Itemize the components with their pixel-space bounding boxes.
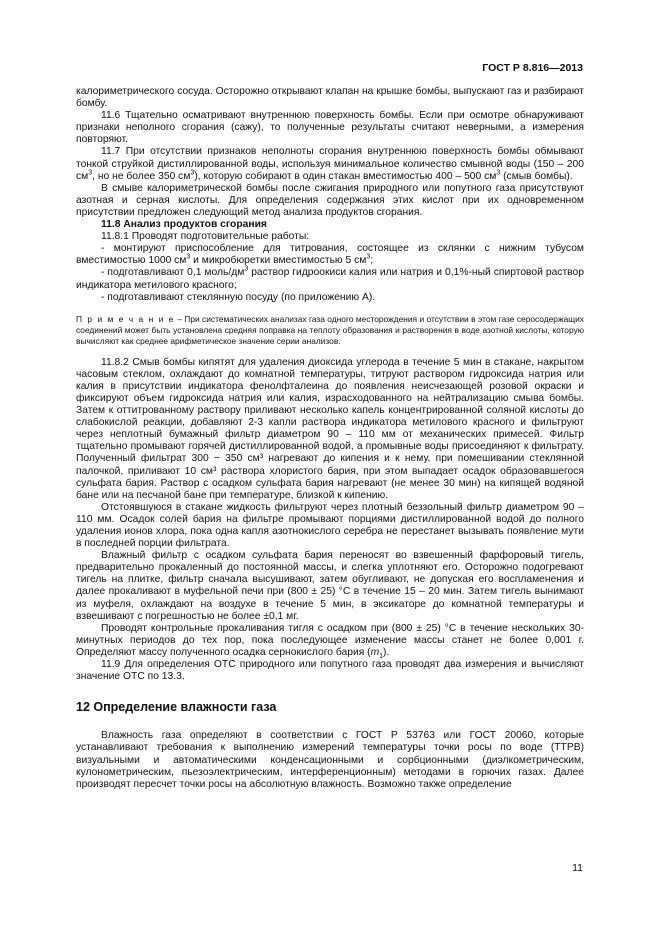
superscript: 3 [190, 169, 195, 177]
standard-header: ГОСТ Р 8.816—2013 [482, 62, 583, 74]
paragraph: В смыве калориметрической бомбы после сжигания природного или попутного газа присутствуют азотная и серная кислоты. Для определения содержания этих кислот при их одновременном присутствии предложен следующий метод анализа продуктов сгорания. [76, 182, 584, 218]
superscript: 3 [496, 169, 501, 177]
note-label: П р и м е ч а н и е [76, 313, 175, 324]
list-item: - подготавливают стеклянную посуду (по приложению А). [101, 291, 376, 303]
paragraph: Влажный фильтр с осадком сульфата бария переносят во взвешенный фарфоровый тигель, предварительно прокаленный до постоянной массы, и слегка уплотняют его. Осторожно подогревают тигель на плитке, фильтр сначала высушивают, затем обугливают, не допуская его воспламенения и далее прокаливают в муфельной печи при (800 ± 25) °C в течение 15 – 20 мин. Затем тигель вынимают из муфеля, охлаждают на воздухе в течение 5 мин, в эксикаторе до комнатной температуры и взвешивают с погрешностью не более ±0,1 мг. [76, 550, 584, 622]
page-content [76, 86, 584, 791]
paragraph-11-9: 11.9 Для определения ОТС природного или попутного газа проводят два измерения и вычисляют значение ОТС по 13.3. [76, 659, 584, 683]
paragraph: калориметрического сосуда. Осторожно открывают клапан на крышке бомбы, выпускают газ и разбирают бомбу. [76, 86, 584, 110]
paragraph-11-8-2: 11.8.2 Смыв бомбы кипятят для удаления диоксида углерода в течение 5 мин в стакане, накрытом часовым стеклом, охлаждают до комнатной температуры, титруют раствором гидроксида натрия или калия в присутствии индикатора фенолфталеина до появления неисчезающей розовой окраски и фиксируют объем гидроксида натрия или калия, израсходованного на нейтрализацию смыва бомбы. Затем к оттитрованному раствору приливают несколько капель концентрированной соляной кислоты до слабокислой реакции, добавляют 2-3 капли раствора индикатора метилового красного и фильтруют через неплотный бумажный фильтр диаметром 90 – 110 мм от механических примесей. Фильтр тщательно промывают горячей дистиллированной водой, а промывные воды присоединяют к фильтрату. Полученный фильтрат 300 − 350 см³ нагревают до кипения и к нему, при помешивании стеклянной палочкой, приливают 10 см³ раствора хлористого бария, при этом выпадает осадок образовавшегося сульфата бария. Раствор с осадком сульфата бария нагревают (не менее 30 мин) на кипящей водяной бане или на песчаной бане при температуре, близкой к кипению. [76, 356, 584, 501]
paragraph: Влажность газа определяют в соответствии с ГОСТ Р 53763 или ГОСТ 20060, которые устанавливают требования к выполнению измерений температуры точки росы по воде (ТТРВ) визуальными и автоматическими конденсационными и сорбционными (диэлкометрическим, кулонометрическим, пьезоэлектрическим, интерференционным) методами в горючих газах. Далее производят пересчет точки росы на абсолютную влажность. Возможно также определение [76, 730, 584, 790]
note-text: – При систематических анализах газа одного месторождения и отсутствии в этом газе серосодержащих соединений может быть установлена средняя поправка на теплоту образования и растворения в воде азотной кислоты, которую вычисляют как среднее арифметическое значение серии анализов. [76, 313, 584, 346]
superscript: 3 [244, 265, 249, 273]
paragraph-11-8-1: 11.8.1 Проводят подготовительные работы: [101, 231, 310, 243]
list-item: - подготавливают 0,1 моль/$дм^3$ раствор гидроокиси калия или натрия и 0,1%-ный спиртовой раствор индикатора метилового красного; [76, 265, 584, 291]
superscript: 3 [186, 253, 191, 261]
paragraph: Отстоявшуюся в стакане жидкость фильтруют через плотный беззольный фильтр диаметром 90 – 110 мм. Осадок солей бария на фильтре промывают порциями дистиллированной водой до полного удаления ионов хлора, пока одна капля азотнокислого серебра не перестанет вызывать появление мути в последней порции фильтрата. [76, 501, 584, 550]
note [76, 314, 584, 347]
paragraph-11-7: 11.7 При отсутствии признаков неполноты сгорания внутреннюю поверхность бомбы обмывают тонкой струйкой дистиллированной воды, используя минимальное количество смывной воды (150 – 200 $см^3$, но не более 350 $см^3$), которую собирают в один стакан вместимостью 400 – 500 $см^3$ (смыв бомбы). [76, 146, 584, 182]
list-item: - монтируют приспособление для титрования, состоящее из склянки с нижним тубусом вместимостью 1000 $см^3$ и микробюретки вместимостью 5 $см^3$; [76, 243, 584, 267]
page-number: 11 [572, 862, 583, 874]
section-heading-12: 12 Определение влажности газа [76, 700, 277, 715]
paragraph-11-6: 11.6 Тщательно осматривают внутреннюю поверхность бомбы. Если при осмотре обнаруживают признаки неполного сгорания (сажу), то полученные результаты считают неверными, а измерения повторяют. [76, 110, 584, 146]
superscript: 3 [366, 253, 371, 261]
superscript: 3 [88, 169, 93, 177]
paragraph: Проводят контрольные прокаливания тигля с осадком при (800 ± 25) °C в течение нескольких 30-минутных периодов до тех пор, пока последующее изменение массы станет не более 0,001 г. Определяют массу полученного осадка сернокислого бария $(m_1)$. [76, 622, 584, 660]
subsection-heading-11-8: 11.8 Анализ продуктов сгорания [101, 219, 267, 231]
